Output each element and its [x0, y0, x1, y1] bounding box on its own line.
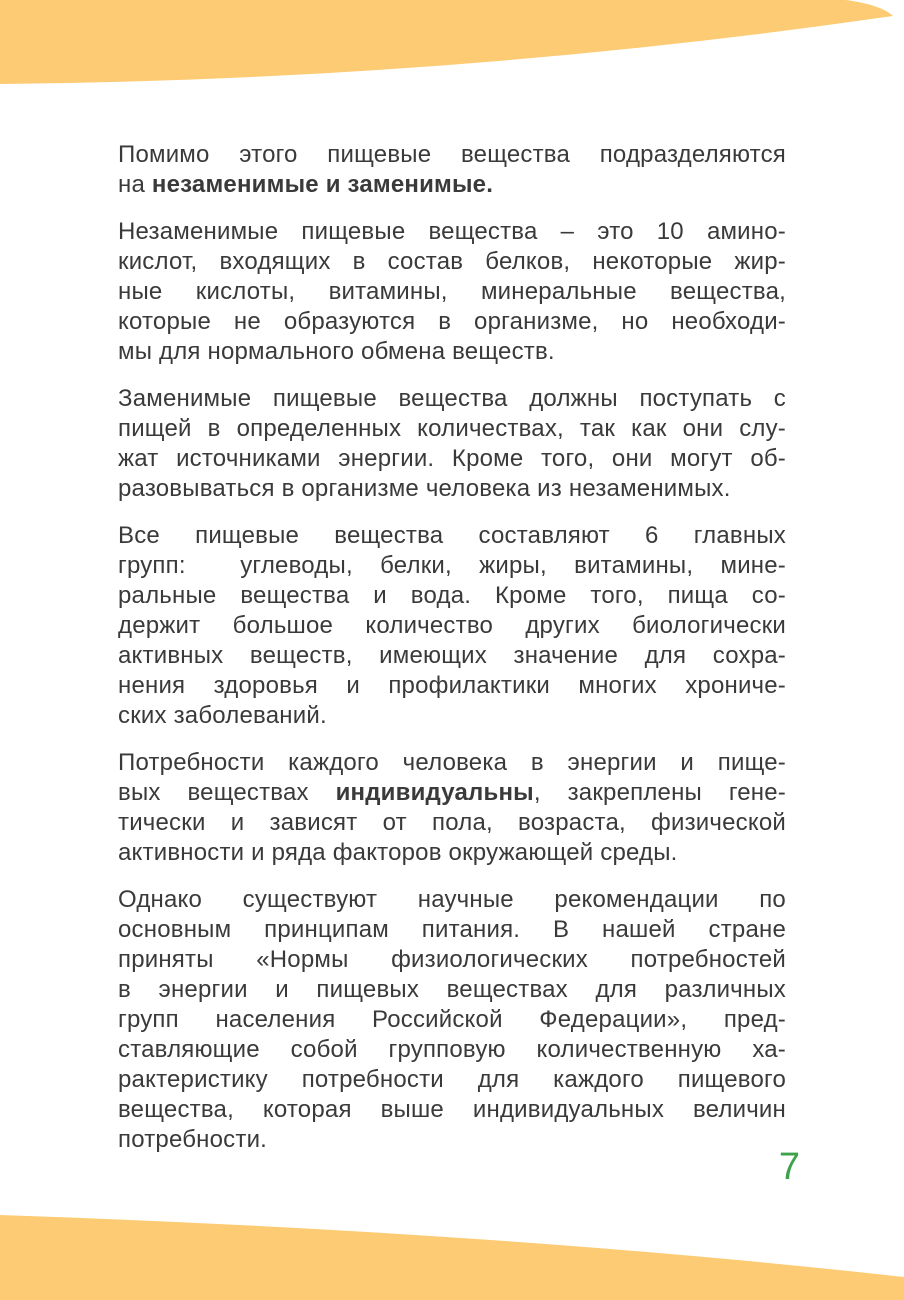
text-segment: Незаменимые пищевые вещества – это 10 амино-	[118, 218, 786, 245]
text-line	[118, 1035, 786, 1065]
text-segment: кислот, входящих в состав белков, некоторые жир-	[118, 248, 786, 275]
text-segment: жат источниками энергии. Кроме того, они могут об-	[118, 445, 786, 472]
text-segment: , закреплены гене-	[533, 779, 786, 806]
bottom-banner-shape	[0, 1215, 904, 1300]
text-segment: групп населения Российской Федерации», пред-	[118, 1006, 786, 1033]
text-line	[118, 521, 786, 551]
text-line	[118, 838, 786, 868]
paragraph	[118, 384, 786, 504]
text-line	[118, 414, 786, 444]
text-line	[118, 611, 786, 641]
text-line	[118, 551, 786, 581]
text-line	[118, 140, 786, 170]
text-line	[118, 915, 786, 945]
text-segment: на	[118, 171, 152, 198]
text-segment: ставляющие собой групповую количественную ха-	[118, 1036, 786, 1063]
text-segment: Все пищевые вещества составляют 6 главных	[118, 522, 786, 549]
text-line	[118, 1065, 786, 1095]
text-segment: приняты «Нормы физиологических потребностей	[118, 946, 786, 973]
text-segment: которые не образуются в организме, но необходи-	[118, 308, 786, 335]
text-segment: ских заболеваний.	[118, 702, 327, 729]
top-banner-shape	[0, 0, 893, 84]
text-line	[118, 885, 786, 915]
text-segment: разовываться в организме человека из незаменимых.	[118, 475, 731, 502]
text-line	[118, 1125, 786, 1155]
text-line	[118, 444, 786, 474]
text-segment: тически и зависят от пола, возраста, физической	[118, 809, 786, 836]
text-line	[118, 384, 786, 414]
text-line	[118, 641, 786, 671]
text-segment: нения здоровья и профилактики многих хрониче-	[118, 672, 786, 699]
page-number: 7	[778, 1146, 800, 1188]
text-line	[118, 1095, 786, 1125]
text-line	[118, 808, 786, 838]
text-line	[118, 277, 786, 307]
text-segment: ные кислоты, витамины, минеральные вещества,	[118, 278, 786, 305]
text-line	[118, 748, 786, 778]
paragraph	[118, 217, 786, 367]
text-line	[118, 581, 786, 611]
text-segment: Заменимые пищевые вещества должны поступать с	[118, 385, 786, 412]
text-line	[118, 945, 786, 975]
text-line	[118, 337, 786, 367]
paragraph	[118, 140, 786, 200]
paragraph	[118, 885, 786, 1155]
text-line	[118, 975, 786, 1005]
text-segment: в энергии и пищевых веществах для различных	[118, 976, 786, 1003]
text-line	[118, 170, 786, 200]
page-text	[118, 140, 786, 1172]
text-segment: рактеристику потребности для каждого пищевого	[118, 1066, 786, 1093]
text-line	[118, 217, 786, 247]
text-line	[118, 247, 786, 277]
text-line	[118, 474, 786, 504]
paragraph	[118, 748, 786, 868]
text-segment: мы для нормального обмена веществ.	[118, 338, 555, 365]
text-segment: активности и ряда факторов окружающей среды.	[118, 839, 678, 866]
top-banner-decoration	[0, 0, 904, 90]
text-segment: вещества, которая выше индивидуальных величин	[118, 1096, 786, 1123]
bottom-banner-decoration	[0, 1210, 904, 1300]
text-line	[118, 778, 786, 808]
text-line	[118, 307, 786, 337]
text-segment: вых веществах	[118, 779, 336, 806]
text-segment: Однако существуют научные рекомендации по	[118, 886, 786, 913]
text-segment: групп: углеводы, белки, жиры, витамины, мине-	[118, 552, 786, 579]
text-segment: Потребности каждого человека в энергии и пище-	[118, 749, 786, 776]
text-segment: активных веществ, имеющих значение для сохра-	[118, 642, 786, 669]
bold-text-segment: незаменимые и заменимые.	[151, 171, 494, 198]
text-segment: Помимо этого пищевые вещества подразделяются	[118, 141, 786, 168]
text-line	[118, 701, 786, 731]
bold-text-segment: индивидуальны	[335, 779, 534, 806]
paragraph	[118, 521, 786, 731]
text-line	[118, 671, 786, 701]
text-segment: ральные вещества и вода. Кроме того, пища со-	[118, 582, 786, 609]
text-segment: основным принципам питания. В нашей стране	[118, 916, 786, 943]
text-segment: потребности.	[118, 1126, 268, 1153]
text-segment: держит большое количество других биологически	[118, 612, 786, 639]
text-line	[118, 1005, 786, 1035]
text-segment: пищей в определенных количествах, так как они слу-	[118, 415, 786, 442]
